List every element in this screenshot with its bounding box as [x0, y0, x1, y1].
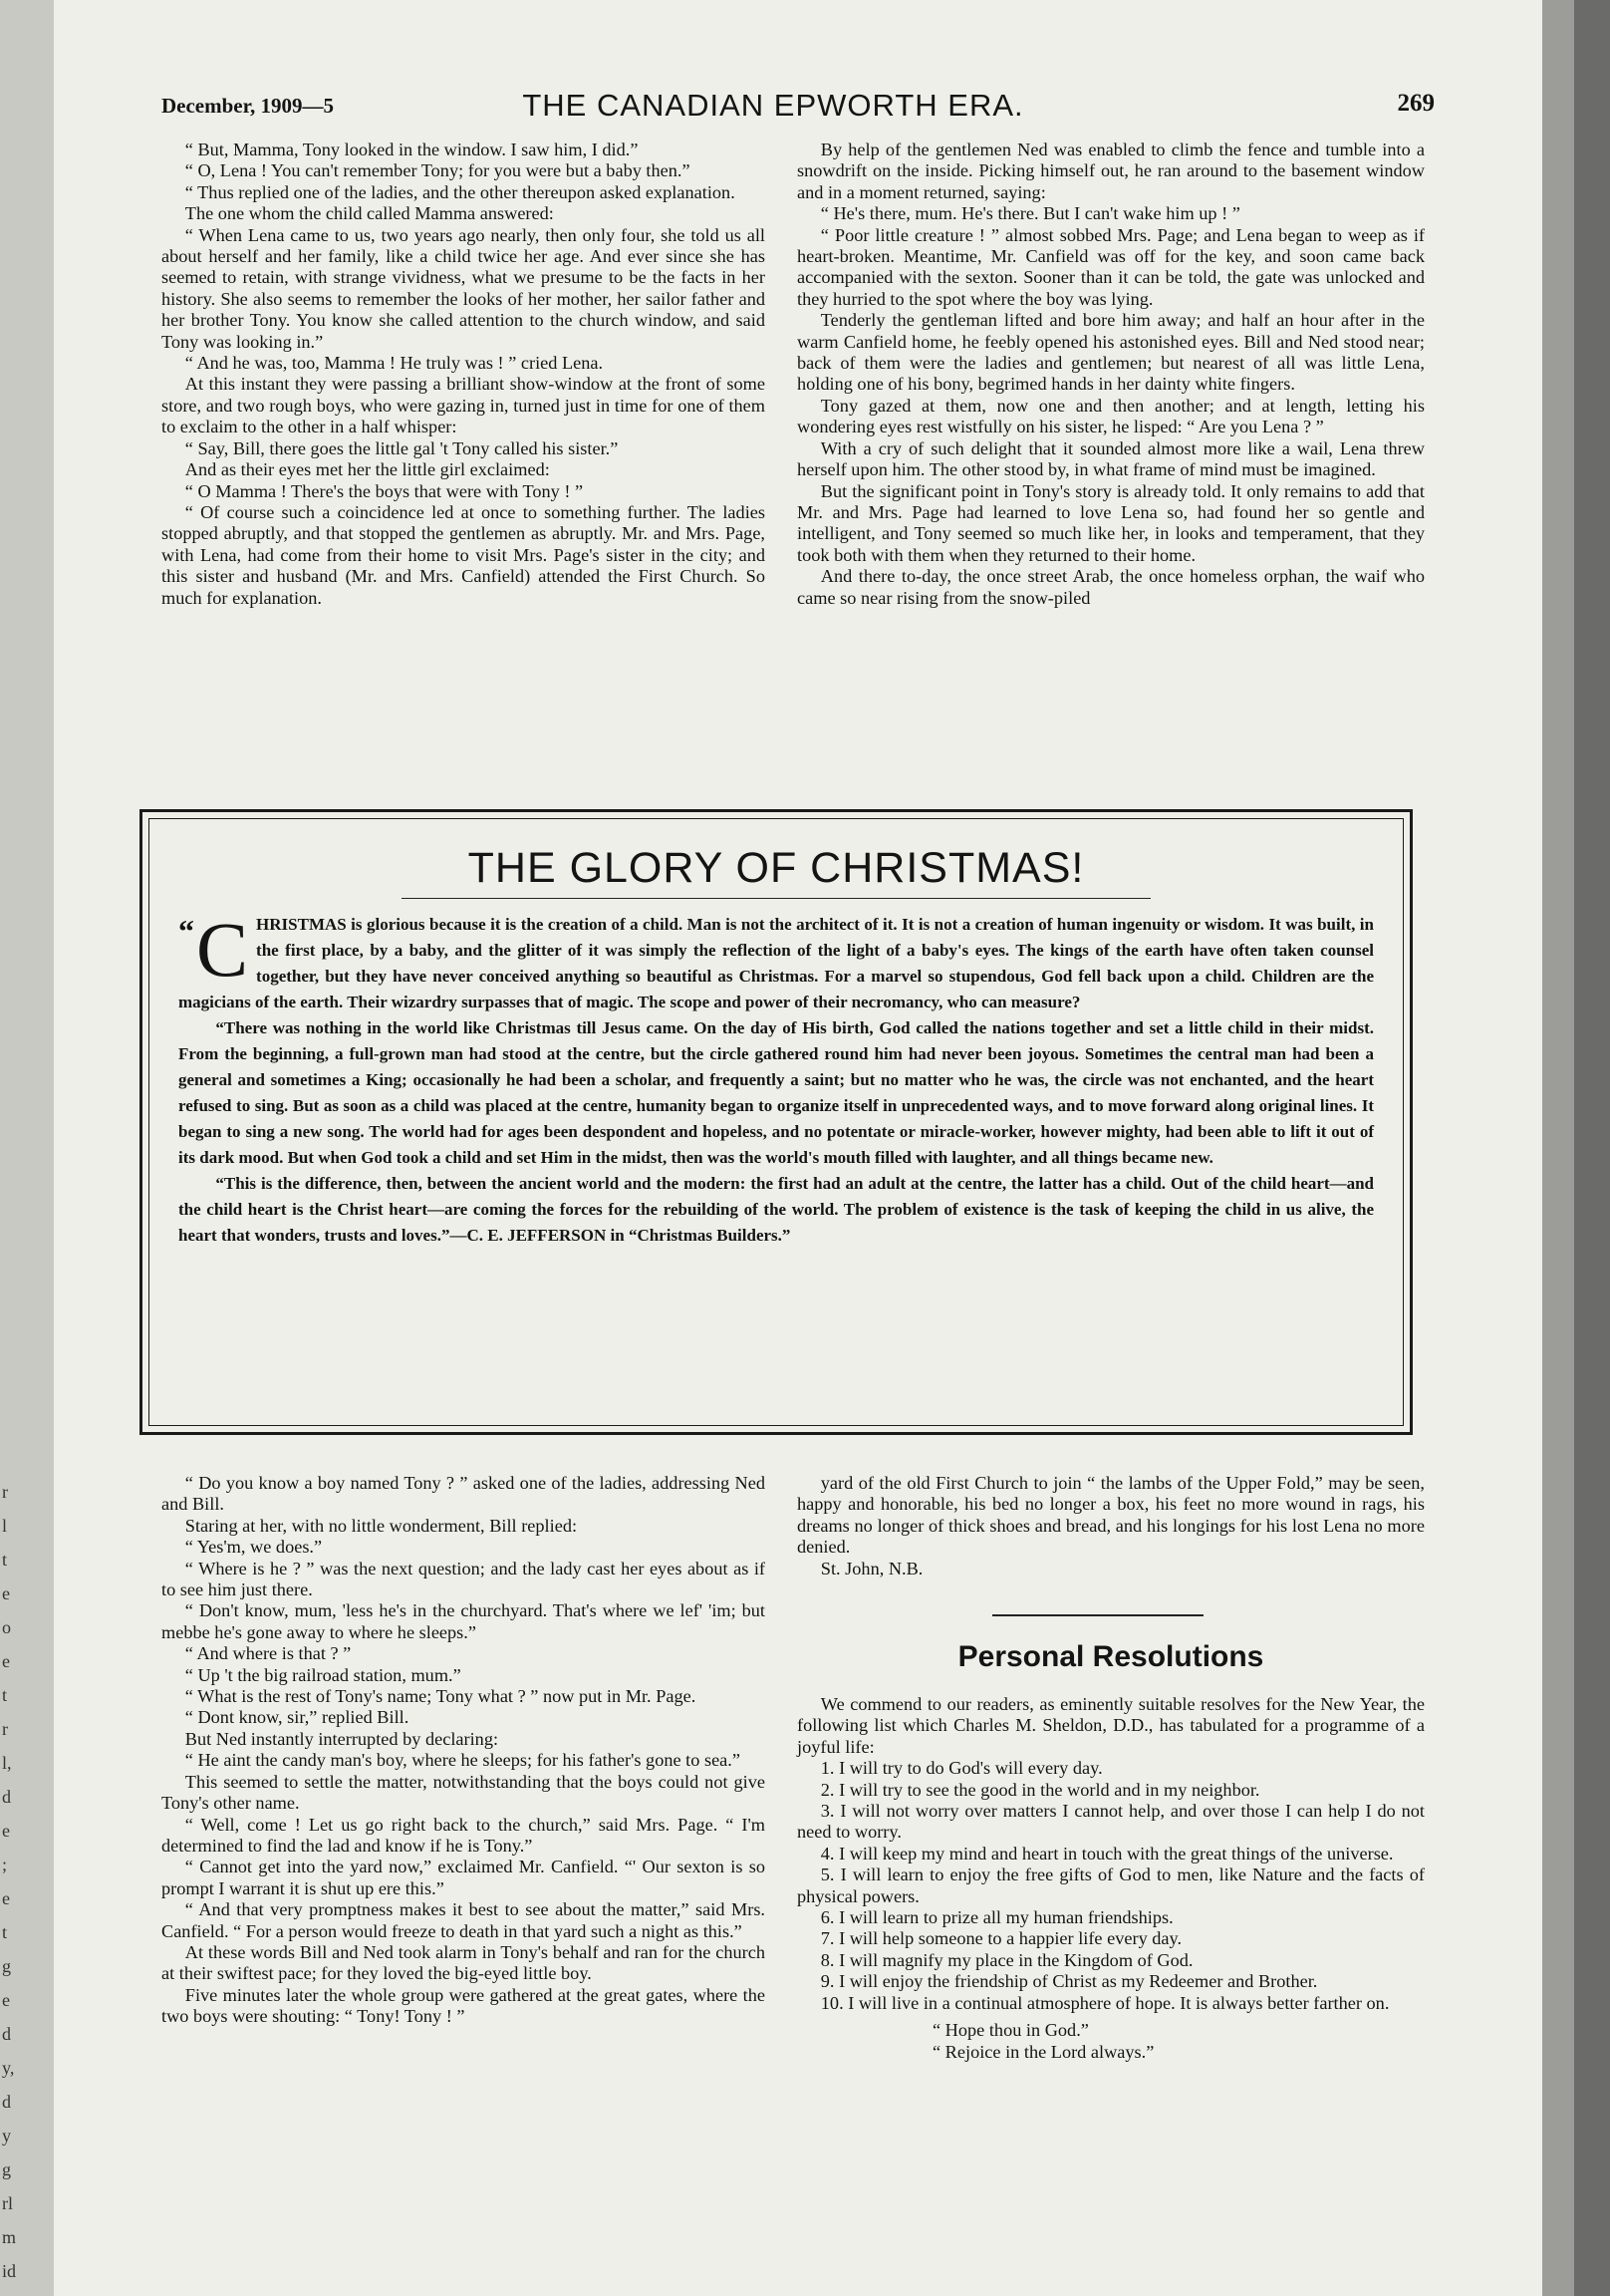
resolution-item: 8. I will magnify my place in the Kingdom of God.: [820, 1949, 1194, 1970]
spine-fragment: y,: [2, 2058, 15, 2078]
story-conclusion: [797, 1473, 1425, 1559]
spine-fragment: t: [2, 1922, 8, 1942]
closing-quote-2: “ Rejoice in the Lord always.”: [933, 2041, 1155, 2062]
resolution-item: 4. I will keep my mind and heart in touch with the great things of the universe.: [820, 1843, 1394, 1864]
resolution-item: 5. I will learn to enjoy the free gifts of God to men, like Nature and the facts of physical powers.: [797, 1865, 1425, 1906]
spine-fragment: r: [2, 1482, 8, 1502]
story-paragraph: “ Dont know, sir,” replied Bill.: [184, 1707, 409, 1728]
section-divider: [992, 1614, 1204, 1616]
spine-fragment: o: [2, 1617, 11, 1637]
spine-fragment: d: [2, 2092, 11, 2112]
resolution-item: 6. I will learn to prize all my human friendships.: [820, 1907, 1174, 1928]
page-number: 269: [1397, 90, 1435, 117]
spine-fragment: e: [2, 1651, 10, 1671]
resolution-item: 2. I will try to see the good in the world and in my neighbor.: [820, 1779, 1260, 1800]
spine-fragment: g: [2, 2159, 11, 2179]
story-paragraph: “ O, Lena ! You can't remember Tony; for you were but a baby then.”: [184, 160, 690, 181]
publication-title: THE CANADIAN EPWORTH ERA.: [522, 88, 1024, 123]
story-paragraph: “ And where is that ? ”: [184, 1643, 352, 1664]
story-paragraph: And there to-day, the once street Arab, the once homeless orphan, the waif who came so near rising from the snow-piled: [797, 566, 1425, 608]
story-paragraph: At this instant they were passing a brilliant show-window at the front of some store, and two rough boys, who were gazing in, turned just in time for one of them to exclaim to the other in a half whisper:: [161, 374, 765, 437]
story-paragraph: “ Don't know, mum, 'less he's in the churchyard. That's where we lef' 'im; but mebbe he's gone away to where he sleeps.”: [161, 1600, 765, 1642]
story-paragraph: “ Well, come ! Let us go right back to the church,” said Mrs. Page. “ I'm determined to find the lad and know if he is Tony.”: [161, 1814, 765, 1856]
story-paragraph: “ Of course such a coincidence led at once to something further. The ladies stopped abruptly, and that stopped the gentlemen as abruptly. Mr. and Mrs. Page, with Lena, had come from their home to visit Mrs. Page's sister in the city; and this sister and husband (Mr. and Mrs. Canfield) attended the First Church. So much for explanation.: [161, 501, 765, 608]
box-title: THE GLORY OF CHRISTMAS!: [467, 844, 1085, 892]
page-edge-shadow: [1542, 0, 1574, 2296]
resolution-item: 3. I will not worry over matters I cannot help, and over those I can help I do not need to worry.: [797, 1801, 1425, 1843]
story-paragraph: “ Yes'm, we does.”: [184, 1537, 323, 1558]
box-paragraph-2: “There was nothing in the world like Christmas till Jesus came. On the day of His birth, God called the nations together and set a little child in their midst. From the beginning, a full-grown man had stood at the centre, but the circle gathered round him had never been joyous. Sometimes the central man had been a general and sometimes a King; occasionally he had been a scholar, and frequently a saint; but no matter who he was, the circle was not enchanted, and the heart refused to sing. But as soon as a child was placed at the centre, humanity began to organize itself in unprecedented ways, and to move forward along original lines. It began to sing a new song. The world had for ages been despondent and hopeless, and no potentate or miracle-worker, however mighty, had been able to lift it out of its dark mood. But when God took a child and set Him in the midst, then was the world's mouth filled with laughter, and all things became new.: [178, 1018, 1374, 1167]
spine-fragment: d: [2, 1787, 11, 1807]
resolution-item: 7. I will help someone to a happier life every day.: [820, 1928, 1183, 1949]
story-paragraph: Five minutes later the whole group were gathered at the great gates, where the two boys were shouting: “ Tony! Tony ! ”: [161, 1984, 765, 2027]
story-paragraph: “ Do you know a boy named Tony ? ” asked one of the ladies, addressing Ned and Bill.: [161, 1473, 765, 1515]
box-paragraph-1: [178, 906, 1374, 1015]
resolutions-intro: We commend to our readers, as eminently suitable resolves for the New Year, the following list which Charles M. Sheldon, D.D., has tabulated for a programme of a joyful life:: [797, 1694, 1425, 1757]
story-paragraph: “ O Mamma ! There's the boys that were with Tony ! ”: [184, 480, 584, 501]
spine-fragment: e: [2, 1583, 10, 1603]
glory-of-christmas-box: [139, 809, 1413, 1435]
story-paragraph: But the significant point in Tony's story is already told. It only remains to add that Mr. and Mrs. Page had learned to love Lena so, had found her so gentle and intelligent, and Tony seemed so much like her, in looks and temperament, that they took both with them when they returned to their home.: [797, 480, 1425, 565]
spine-fragment: r: [2, 1719, 8, 1739]
story-paragraph: “ What is the rest of Tony's name; Tony what ? ” now put in Mr. Page.: [184, 1686, 696, 1707]
spine-fragment: e: [2, 1990, 10, 2010]
spine-fragment: ;: [2, 1855, 8, 1874]
spine-fragment: l,: [2, 1753, 12, 1773]
closing-quotes: [797, 2020, 1425, 2063]
story-paragraph: “ Thus replied one of the ladies, and the other thereupon asked explanation.: [184, 181, 735, 202]
resolutions-title: Personal Resolutions: [957, 1640, 1264, 1673]
spine-fragment: e: [2, 1888, 10, 1908]
story-paragraph: The one whom the child called Mamma answered:: [184, 203, 554, 224]
opening-quote: “: [178, 913, 194, 949]
story-paragraph: With a cry of such delight that it sounded almost more like a wail, Lena threw herself upon him. The other stood by, in what frame of mind must be imagined.: [797, 437, 1425, 480]
story-paragraph: yard of the old First Church to join “ the lambs of the Upper Fold,” may be seen, happy and honorable, his bed no longer a box, his feet no more wound in rags, his dreams no longer of thick shoes and bread, and his longings for his lost Lena no more denied.: [797, 1473, 1425, 1558]
resolution-item: 10. I will live in a continual atmosphere of hope. It is always better farther on.: [820, 1992, 1390, 2013]
adjacent-page-edge: [0, 0, 54, 2296]
story-paragraph: “ Say, Bill, there goes the little gal 't Tony called his sister.”: [184, 437, 619, 458]
story-paragraph: “ But, Mamma, Tony looked in the window. I saw him, I did.”: [184, 140, 639, 159]
story-column-top-left: [161, 140, 765, 609]
story-paragraph: “ When Lena came to us, two years ago nearly, then only four, she told us all about herself and her family, like a child twice her age. And ever since she has seemed to retain, with strange vividness, what we presume to be the facts in her history. She also seems to remember the looks of her mother, her sailor father and her brother Tony. You know she called attention to the church window, and said Tony was looking in.”: [161, 224, 765, 352]
story-paragraph: And as their eyes met her the little girl exclaimed:: [184, 459, 550, 480]
spine-fragment: e: [2, 1821, 10, 1841]
resolutions-column: [797, 1694, 1425, 2063]
resolution-item: 1. I will try to do God's will every day.: [820, 1758, 1103, 1779]
story-paragraph: Tony gazed at them, now one and then another; and at length, letting his wondering eyes rest wistfully on his sister, he lisped: “ Are you Lena ? ”: [797, 395, 1425, 437]
box-paragraph-1-text: HRISTMAS is glorious because it is the creation of a child. Man is not the architect of it. It is not a creation of human ingenuity or wisdom. It was built, in the first place, by a baby, and the glitter of it was simply the reflection of the light of a baby's eyes. The kings of the earth have often taken counsel together, but they have never conceived anything so beautiful as Christmas. For a marvel so stupendous, God fell back upon a child. Children are the magicians of the earth. Their wizardry surpasses that of magic. The scope and power of their necromancy, who can measure?: [178, 915, 1374, 1011]
story-paragraph: Tenderly the gentleman lifted and bore him away; and half an hour after in the warm Canfield home, he feebly opened his astonished eyes. Bill and Ned stood near; back of them were the ladies and gentlemen; but nearest of all was little Lena, holding one of his bony, begrimed hands in her dainty white fingers.: [797, 310, 1425, 395]
spine-fragment: g: [2, 1956, 11, 1976]
box-paragraph-3: “This is the difference, then, between the ancient world and the modern: the first had an adult at the centre, the latter has a child. Out of the child heart—and the child heart is the Christ heart—are coming the forces for the rebuilding of the world. The problem of existence is the task of keeping the child in us alive, the heart that wonders, trusts and loves.”—C. E. JEFFERSON in “Christmas Builders.”: [178, 1174, 1374, 1245]
spine-fragment: d: [2, 2024, 11, 2044]
story-paragraph: “ He's there, mum. He's there. But I can't wake him up ! ”: [820, 203, 1240, 224]
closing-quote-1: “ Hope thou in God.”: [933, 2020, 1089, 2041]
story-paragraph: “ And that very promptness makes it best to see about the matter,” said Mrs. Canfield. “ For a person would freeze to death in that yard such a night as this.”: [161, 1899, 765, 1941]
page-header: [112, 88, 1435, 128]
resolution-item: 9. I will enjoy the friendship of Christ as my Redeemer and Brother.: [820, 1971, 1318, 1992]
drop-cap: C: [196, 906, 249, 993]
spine-fragment: l: [2, 1516, 8, 1536]
adjacent-page-fragments: [2, 1475, 16, 2288]
resolutions-list: [797, 1758, 1425, 2014]
story-paragraph: At these words Bill and Ned took alarm in Tony's behalf and ran for the church at their swiftest pace; for they loved the big-eyed little boy.: [161, 1941, 765, 1984]
story-column-top-right: [797, 140, 1425, 609]
story-paragraph: But Ned instantly interrupted by declaring:: [184, 1728, 499, 1749]
story-column-bottom-left: [161, 1473, 765, 2028]
story-signoff: St. John, N.B.: [820, 1558, 924, 1578]
story-paragraph: “ Cannot get into the yard now,” exclaimed Mr. Canfield. “' Our sexton is so prompt I warrant it is shut up ere this.”: [161, 1857, 765, 1898]
title-underline: [402, 898, 1151, 899]
spine-fragment: m: [2, 2227, 17, 2247]
story-paragraph: Staring at her, with no little wonderment, Bill replied:: [184, 1515, 578, 1536]
spine-fragment: y: [2, 2126, 11, 2146]
story-paragraph: This seemed to settle the matter, notwithstanding that the boys could not give Tony's other name.: [161, 1771, 765, 1814]
story-paragraph: “ Where is he ? ” was the next question; and the lady cast her eyes about as if to see him just there.: [161, 1558, 765, 1600]
box-body: [178, 906, 1374, 1249]
spine-fragment: id: [2, 2261, 17, 2281]
header-date: December, 1909—5: [161, 94, 335, 118]
story-paragraph: “ Up 't the big railroad station, mum.”: [184, 1664, 461, 1685]
spine-fragment: t: [2, 1685, 8, 1705]
spine-fragment: t: [2, 1550, 8, 1570]
story-column-bottom-right: [797, 1473, 1425, 1579]
spine-fragment: rl: [2, 2193, 13, 2213]
story-paragraph: By help of the gentlemen Ned was enabled to climb the fence and tumble into a snowdrift on the inside. Picking himself out, he ran around to the basement window and in a moment returned, saying:: [797, 140, 1425, 202]
story-paragraph: “ And he was, too, Mamma ! He truly was ! ” cried Lena.: [184, 353, 604, 374]
story-paragraph: “ Poor little creature ! ” almost sobbed Mrs. Page; and Lena began to weep as if heart-broken. Meantime, Mr. Canfield was off for the key, and soon came back accompanied with the sexton. Sooner than it can be told, the gate was unlocked and they hurried to the spot where the boy was lying.: [797, 224, 1425, 309]
story-paragraph: “ He aint the candy man's boy, where he sleeps; for his father's gone to sea.”: [184, 1750, 740, 1771]
